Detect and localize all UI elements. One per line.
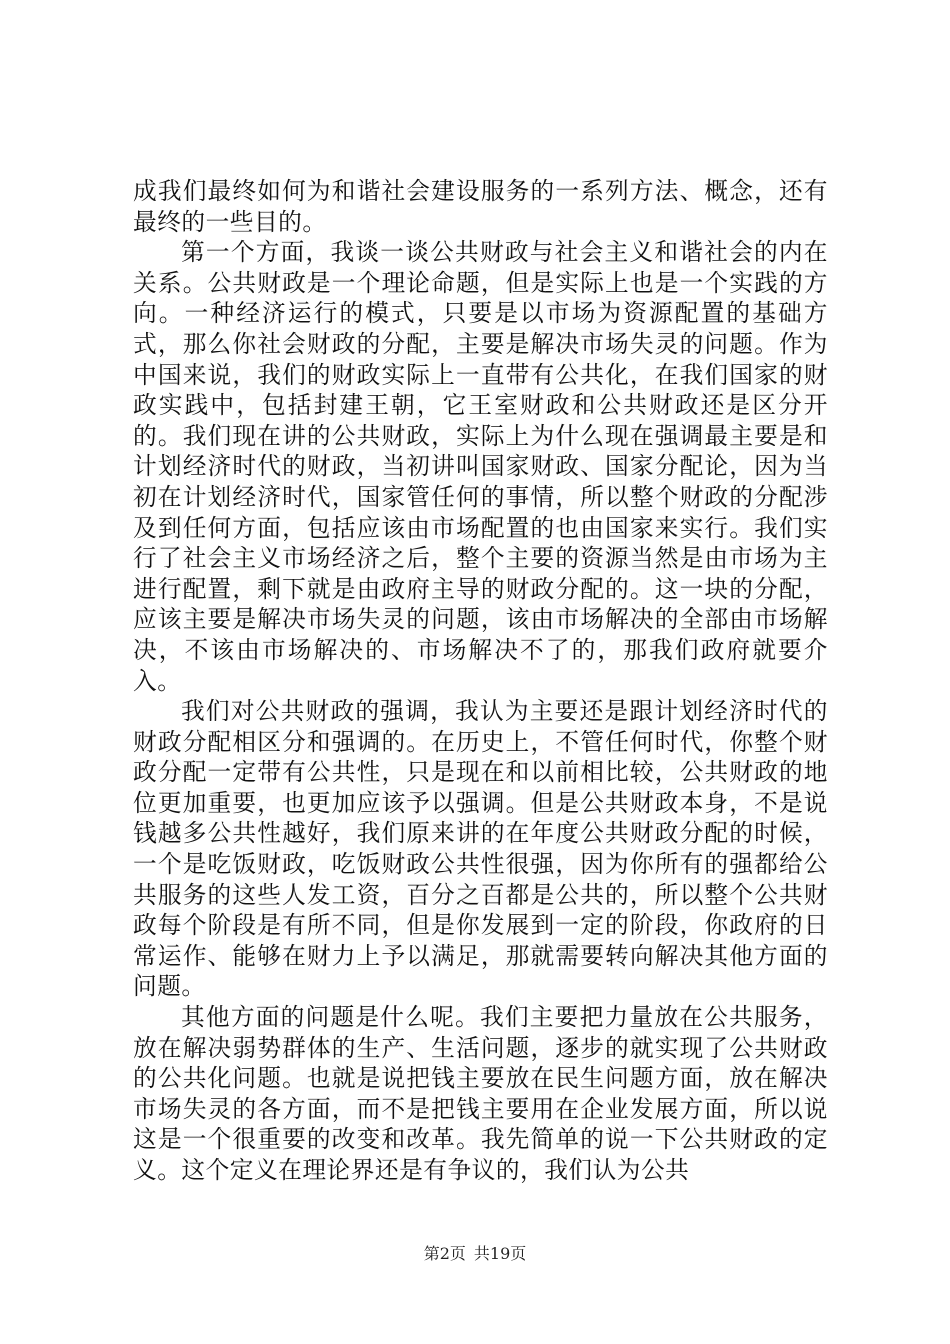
document-body — [133, 176, 828, 1186]
paragraph-4: 其他方面的问题是什么呢。我们主要把力量放在公共服务，放在解决弱势群体的生产、生活问题，逐步的就实现了公共财政的公共化问题。也就是说把钱主要放在民生问题方面，放在解决市场失灵的各方面，而不是把钱主要用在企业发展方面，所以说这是一个很重要的改变和改革。我先简单的说一下公共财政的定义。这个定义在理论界还是有争议的，我们认为公共 — [133, 1003, 828, 1184]
paragraph-1: 成我们最终如何为和谐社会建设服务的一系列方法、概念，还有最终的一些目的。 — [133, 177, 828, 236]
page-number: 第2页 — [423, 1244, 466, 1263]
page-total: 共19页 — [473, 1244, 527, 1263]
paragraph-2: 第一个方面，我谈一谈公共财政与社会主义和谐社会的内在关系。公共财政是一个理论命题，但是实际上也是一个实践的方向。一种经济运行的模式，只要是以市场为资源配置的基础方式，那么你社会财政的分配，主要是解决市场失灵的问题。作为中国来说，我们的财政实际上一直带有公共化，在我们国家的财政实践中，包括封建王朝，它王室财政和公共财政还是区分开的。我们现在讲的公共财政，实际上为什么现在强调最主要是和计划经济时代的财政，当初讲叫国家财政、国家分配论，因为当初在计划经济时代，国家管任何的事情，所以整个财政的分配涉及到任何方面，包括应该由市场配置的也由国家来实行。我们实行了社会主义市场经济之后，整个主要的资源当然是由市场为主进行配置，剩下就是由政府主导的财政分配的。这一块的分配，应该主要是解决市场失灵的问题，该由市场解决的全部由市场解决，不该由市场解决的、市场解决不了的，那我们政府就要介入。 — [133, 238, 828, 695]
page-footer — [0, 1244, 950, 1264]
paragraph-3: 我们对公共财政的强调，我认为主要还是跟计划经济时代的财政分配相区分和强调的。在历史上，不管任何时代，你整个财政分配一定带有公共性，只是现在和以前相比较，公共财政的地位更加重要，也更加应该予以强调。但是公共财政本身，不是说钱越多公共性越好，我们原来讲的在年度公共财政分配的时候，一个是吃饭财政，吃饭财政公共性很强，因为你所有的强都给公共服务的这些人发工资，百分之百都是公共的，所以整个公共财政每个阶段是有所不同，但是你发展到一定的阶段，你政府的日常运作、能够在财力上予以满足，那就需要转向解决其他方面的问题。 — [133, 697, 828, 1001]
